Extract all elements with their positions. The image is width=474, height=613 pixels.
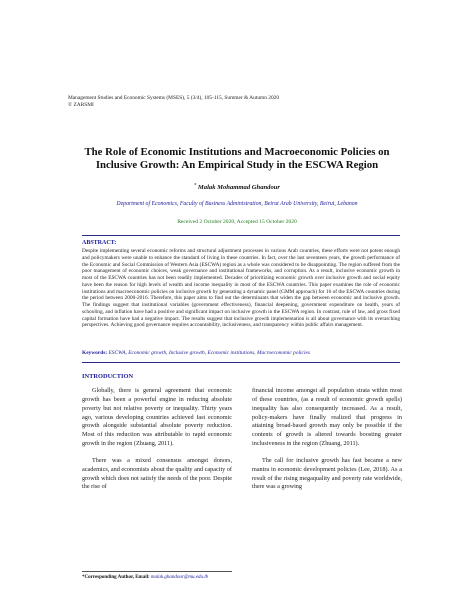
- right-column: [252, 380, 402, 492]
- author-email[interactable]: malak.ghandour@mu.edu.lb: [149, 575, 209, 580]
- footnote-label: *Corresponding Author, Email:: [82, 575, 150, 580]
- copyright-notice: © ZARSMI: [68, 102, 94, 108]
- received-dates: Received 2 October 2020, Accepted 15 October 2020: [177, 219, 297, 225]
- paper-title: [60, 146, 414, 172]
- keywords-bottom-rule: [82, 362, 400, 363]
- paper-title-line2: Inclusive Growth: An Empirical Study in the ESCWA Region: [95, 159, 379, 171]
- keywords-list: ESCWA, Economic growth, Inclusive growth, Economic institutions, Macroeconomic policies: [107, 350, 310, 356]
- corresponding-author-footnote: [82, 575, 208, 580]
- intro-paragraph-3: financial income amongst all population strata within most of these countries, (as a result of economic growth spells) inequality has also consequently increased. As a result, policy-makers have finally realized that progress in attaining broad-based growth may only be possible if the contents of growth is altered towards boosting greater inclusiveness in the region (Zhuang, 2011).: [252, 387, 402, 448]
- abstract-text: Despite implementing several economic reforms and structural adjustment processes in various Arab countries, these efforts were not potent enough and policymakers were unable to enhance the standard of living in these countries. In fact, over the last seventeen years, the growth performance of the Economic and Social Commission of Western Asia (ESCWA) region as a whole was considered to be disappointing. The region suffered from the poor management of economic choices, weak governance and institutional frameworks, and corruption. As a result, inclusive economic growth in most of the ESCWA countries has not been readily implemented. Decades of prioritizing economic growth over inclusive growth and social equity have been the reason for high levels of wealth and income inequality in most of the ESCWA countries. This paper examines the role of economic institutions and macroeconomic policies on inclusive growth by generating a dynamic panel (GMM approach) for 16 of the ESCWA countries during the period between 2000-2016. Therefore, this paper aims to find out the determinants that widen the gap between economic and inclusive growth. The findings suggest that institutional variables (government effectiveness), financial deepening, government expenditure on health, years of schooling, and inflation have had a positive and significant impact on inclusive growth in the ESCWA region. In contrast, rule of law, and gross fixed capital formation have had a negative impact. The results suggest that inclusive growth implementation is all about governance with its overarching perspectives. Achieving good governance requires accountability, inclusiveness, and transparency within public affairs management.: [82, 248, 400, 329]
- journal-header: [68, 95, 279, 109]
- journal-citation: Management Studies and Economic Systems (MSES), 5 (3/4), 105-115, Summer & Autumn 2020: [68, 95, 280, 101]
- intro-paragraph-2: There was a mixed consensus amongst donors, academics, and economists about the quality and capacity of growth which does not satisfy the needs of the poor. Despite the rise of: [82, 456, 232, 491]
- left-column: [82, 380, 232, 492]
- author-name: Malak Mohammad Ghandour: [197, 184, 280, 192]
- paper-title-line1: The Role of Economic Institutions and Macroeconomic Policies on: [84, 146, 390, 158]
- intro-paragraph-4: The call for inclusive growth has fast became a new mantra in economic development policies (Lee, 2018). As a result of the rising megaquality and poverty rate worldwide, there was a growing: [252, 456, 402, 491]
- author-line: [0, 182, 474, 191]
- introduction-heading: INTRODUCTION: [82, 373, 134, 380]
- intro-paragraph-1: Globally, there is general agreement that economic growth has been a powerful engine in reducing absolute poverty but not relative poverty or inequality. Thirty years ago, various developing countries achieved fast economic growth alongside substantial absolute poverty reduction. Most of this reduction was attributable to rapid economic growth in the region (Zhuang, 2011).: [82, 387, 232, 448]
- keywords-line: [82, 350, 400, 356]
- abstract-top-rule: [82, 235, 400, 236]
- author-mark: *: [194, 182, 197, 187]
- author-affiliation: Department of Economics, Faculty of Business Administration, Beirut Arab University, Beirut, Lebanon: [116, 201, 358, 207]
- abstract-heading: ABSTRACT:: [82, 240, 117, 246]
- keywords-label: Keywords:: [82, 350, 108, 356]
- footnote-rule: [82, 571, 232, 572]
